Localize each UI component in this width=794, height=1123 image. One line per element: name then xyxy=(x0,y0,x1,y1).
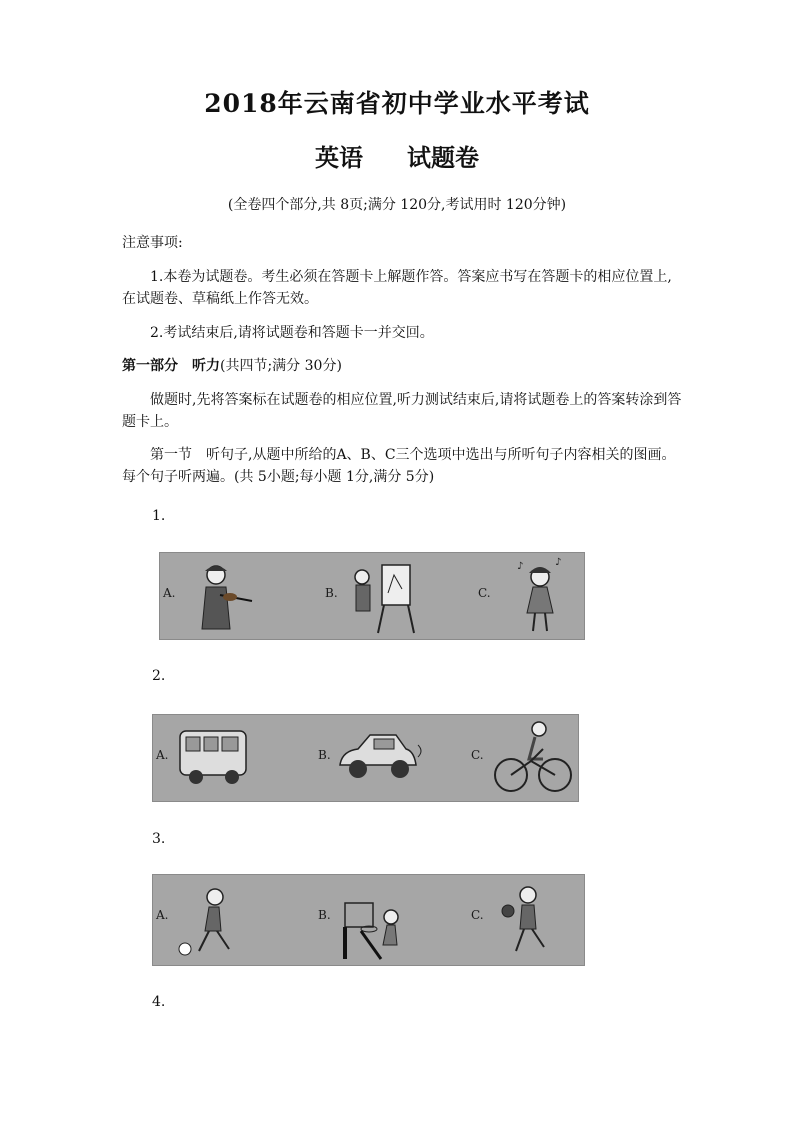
part1-heading xyxy=(122,355,682,377)
option-label: C. xyxy=(471,748,484,762)
instructions-heading: 注意事项: xyxy=(122,235,183,251)
option-label: C. xyxy=(478,586,491,600)
option-label: B. xyxy=(318,908,331,922)
option-label: C. xyxy=(471,908,484,922)
option-label: A. xyxy=(156,908,169,922)
question-3-image xyxy=(152,874,585,966)
part1-note: (共四节;满分 30分) xyxy=(220,358,342,374)
svg-text:♪: ♪ xyxy=(517,561,524,572)
question-number: 2. xyxy=(152,668,166,684)
exam-note: (全卷四个部分,共 8页;满分 120分,考试用时 120分钟) xyxy=(227,197,567,213)
option-label: B. xyxy=(318,748,331,762)
instruction-item-2: 2.考试结束后,请将试题卷和答题卡一并交回。 xyxy=(150,325,434,341)
question-number: 3. xyxy=(152,831,166,847)
exam-title: 2018年云南省初中学业水平考试 xyxy=(204,89,590,118)
singer-figure-icon xyxy=(505,555,575,635)
car-icon xyxy=(336,725,426,789)
bus-icon xyxy=(178,727,250,789)
painter-figure-icon xyxy=(348,559,423,635)
question-number: 1. xyxy=(152,508,166,524)
instruction-item-1: 1.本卷为试题卷。考生必须在答题卡上解题作答。答案应书写在答题卡的相应位置上,在试题卷、草稿纸上作答无效。 xyxy=(122,269,672,307)
runner-with-ball-icon xyxy=(498,883,578,961)
option-label: B. xyxy=(325,586,338,600)
part1-intro: 做题时,先将答案标在试题卷的相应位置,听力测试结束后,请将试题卷上的答案转涂到答题卡上。 xyxy=(122,392,682,430)
question-number: 4. xyxy=(152,994,166,1010)
subject-label: 英语 xyxy=(315,143,363,172)
section1-instructions: 第一节 听句子,从题中所给的A、B、C三个选项中选出与所听句子内容相关的图画。每个句子听两遍。(共 5小题;每小题 1分,满分 5分) xyxy=(122,447,676,485)
option-label: A. xyxy=(156,748,169,762)
bicycle-icon xyxy=(491,719,576,797)
question-2-image xyxy=(152,714,579,802)
question-1-image xyxy=(159,552,585,640)
svg-text:♪: ♪ xyxy=(555,557,562,568)
option-label: A. xyxy=(163,586,176,600)
exam-subtitle xyxy=(0,138,794,173)
violinist-figure-icon xyxy=(190,559,260,635)
soccer-player-icon xyxy=(177,885,247,961)
part1-title: 第一部分 听力 xyxy=(122,358,220,374)
basketball-player-icon xyxy=(339,883,419,961)
paper-label: 试题卷 xyxy=(407,143,479,172)
